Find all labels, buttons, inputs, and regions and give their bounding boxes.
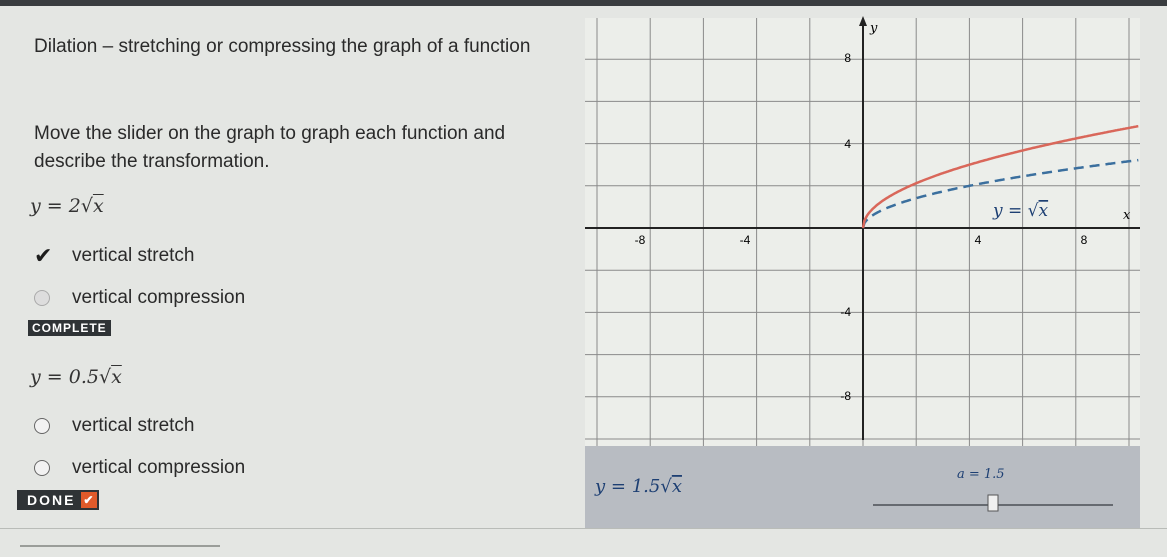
checkmark-icon: ✔ xyxy=(34,243,53,268)
function-label: y = 1.5√x xyxy=(595,476,682,497)
parent-function-label: y = √x xyxy=(993,201,1049,221)
status-badge-complete: COMPLETE xyxy=(28,320,111,336)
divider xyxy=(0,528,1167,529)
option-q1-vertical-stretch[interactable]: ✔ vertical stretch xyxy=(34,243,195,268)
coordinate-graph xyxy=(585,0,1167,552)
radio-icon xyxy=(34,290,50,306)
option-q2-vertical-compression[interactable]: vertical compression xyxy=(28,454,245,482)
page-title: Dilation – stretching or compressing the graph of a function xyxy=(34,36,531,57)
instruction-text: Move the slider on the graph to graph each function and describe the transformation. xyxy=(34,123,506,172)
parameter-label: a = 1.5 xyxy=(957,467,1005,482)
equation-1: y = 2√x xyxy=(30,195,104,217)
x-tick-label: -4 xyxy=(739,233,751,247)
y-axis-label: y xyxy=(870,21,878,36)
radio-icon xyxy=(34,418,50,434)
slider-handle[interactable] xyxy=(988,495,998,511)
done-button[interactable]: DONE ✔ xyxy=(17,490,99,510)
y-tick-label: 4 xyxy=(844,137,851,151)
y-tick-label: -8 xyxy=(840,389,851,403)
option-q2-vertical-stretch[interactable]: vertical stretch xyxy=(28,412,194,440)
equation-2: y = 0.5√x xyxy=(30,366,122,388)
option-q1-vertical-compression[interactable]: vertical compression xyxy=(28,284,245,312)
y-tick-label: 8 xyxy=(844,51,851,65)
x-tick-label: 4 xyxy=(974,233,982,247)
x-axis-label: x xyxy=(1123,208,1131,223)
radio-icon xyxy=(34,460,50,476)
instructions-panel xyxy=(0,6,585,526)
y-tick-label: -4 xyxy=(840,305,851,319)
x-tick-label: 8 xyxy=(1080,233,1088,247)
graph-panel xyxy=(585,0,1167,552)
check-icon: ✔ xyxy=(83,493,96,507)
divider xyxy=(20,545,220,547)
x-tick-label: -8 xyxy=(634,233,646,247)
